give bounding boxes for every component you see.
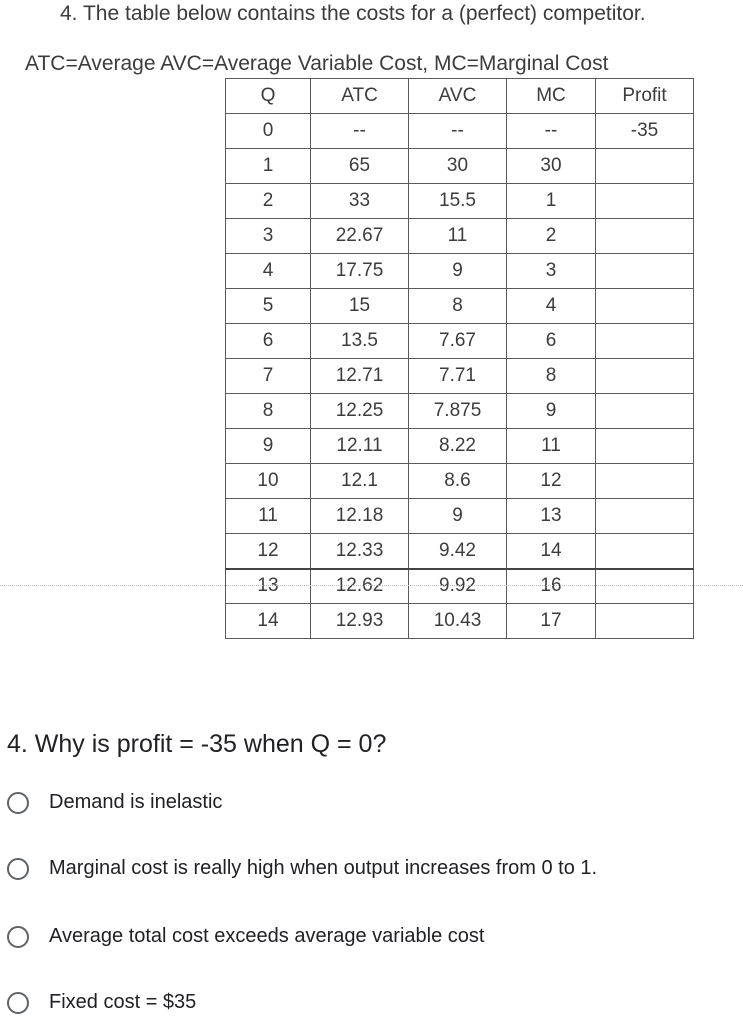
cell-mc: 1	[507, 184, 596, 219]
cell-avc: 7.875	[409, 394, 507, 429]
cell-mc: 4	[507, 289, 596, 324]
cell-avc: 15.5	[409, 184, 507, 219]
table-row	[226, 569, 694, 604]
header-avc: AVC	[409, 79, 507, 114]
cell-q: 14	[226, 604, 311, 639]
cell-avc: 11	[409, 219, 507, 254]
cell-q: 9	[226, 429, 311, 464]
cell-profit	[596, 359, 694, 394]
option-atc-exceeds-avc[interactable]	[7, 925, 484, 948]
cell-atc: 12.93	[311, 604, 409, 639]
cell-atc: 33	[311, 184, 409, 219]
option-marginal-cost-high[interactable]	[7, 857, 597, 880]
cell-atc: 12.33	[311, 534, 409, 569]
abbreviation-legend: ATC=Average AVC=Average Variable Cost, MC=Marginal Cost	[25, 52, 609, 75]
problem-intro: 4. The table below contains the costs for a (perfect) competitor.	[60, 2, 646, 25]
cell-q: 2	[226, 184, 311, 219]
cell-profit	[596, 569, 694, 604]
cell-avc: --	[409, 114, 507, 149]
cell-profit	[596, 464, 694, 499]
radio-circle-icon[interactable]	[7, 992, 29, 1014]
cell-q: 6	[226, 324, 311, 359]
cell-atc: 22.67	[311, 219, 409, 254]
option-label: Average total cost exceeds average variable cost	[49, 925, 485, 947]
cell-mc: 3	[507, 254, 596, 289]
cell-atc: 15	[311, 289, 409, 324]
table-row	[226, 114, 694, 149]
cost-table	[225, 78, 694, 639]
cell-atc: 12.11	[311, 429, 409, 464]
cell-atc: 12.62	[311, 569, 409, 604]
cell-avc: 8.22	[409, 429, 507, 464]
cell-atc: 17.75	[311, 254, 409, 289]
radio-circle-icon[interactable]	[7, 792, 29, 814]
header-mc: MC	[507, 79, 596, 114]
header-atc: ATC	[311, 79, 409, 114]
cell-profit	[596, 429, 694, 464]
table-row	[226, 534, 694, 569]
table-header-row	[226, 79, 694, 114]
cell-avc: 9	[409, 254, 507, 289]
cell-q: 11	[226, 499, 311, 534]
cell-profit	[596, 324, 694, 359]
table-row	[226, 254, 694, 289]
radio-circle-icon[interactable]	[7, 926, 29, 948]
cell-avc: 9.42	[409, 534, 507, 569]
cell-avc: 7.67	[409, 324, 507, 359]
cell-mc: 17	[507, 604, 596, 639]
cell-mc: 13	[507, 499, 596, 534]
cell-atc: 12.71	[311, 359, 409, 394]
cell-profit	[596, 254, 694, 289]
cell-avc: 30	[409, 149, 507, 184]
cell-q: 4	[226, 254, 311, 289]
cell-avc: 8.6	[409, 464, 507, 499]
cell-q: 12	[226, 534, 311, 569]
cell-mc: 8	[507, 359, 596, 394]
table-row	[226, 604, 694, 639]
table-row	[226, 359, 694, 394]
table-row	[226, 289, 694, 324]
question-text: 4. Why is profit = -35 when Q = 0?	[7, 730, 387, 758]
cell-q: 8	[226, 394, 311, 429]
cell-profit	[596, 184, 694, 219]
cell-atc: --	[311, 114, 409, 149]
header-profit: Profit	[596, 79, 694, 114]
option-fixed-cost[interactable]	[7, 991, 196, 1014]
cell-mc: 14	[507, 534, 596, 569]
cell-profit	[596, 499, 694, 534]
header-q: Q	[226, 79, 311, 114]
cell-mc: 12	[507, 464, 596, 499]
cell-q: 3	[226, 219, 311, 254]
cell-profit	[596, 604, 694, 639]
cell-q: 5	[226, 289, 311, 324]
cell-avc: 9	[409, 499, 507, 534]
cell-avc: 7.71	[409, 359, 507, 394]
cell-profit	[596, 394, 694, 429]
cell-profit	[596, 534, 694, 569]
cell-profit	[596, 149, 694, 184]
cell-avc: 8	[409, 289, 507, 324]
cell-mc: 30	[507, 149, 596, 184]
radio-circle-icon[interactable]	[7, 858, 29, 880]
table-row	[226, 464, 694, 499]
cell-q: 0	[226, 114, 311, 149]
cell-q: 10	[226, 464, 311, 499]
table-body	[226, 114, 694, 639]
cell-mc: 16	[507, 569, 596, 604]
table-row	[226, 219, 694, 254]
cell-profit	[596, 219, 694, 254]
cell-avc: 9.92	[409, 569, 507, 604]
cell-mc: 6	[507, 324, 596, 359]
cell-profit: -35	[596, 114, 694, 149]
cell-mc: 2	[507, 219, 596, 254]
cell-profit	[596, 289, 694, 324]
cell-mc: --	[507, 114, 596, 149]
table-row	[226, 149, 694, 184]
table-row	[226, 429, 694, 464]
option-label: Fixed cost = $35	[49, 991, 197, 1013]
cell-q: 13	[226, 569, 311, 604]
cell-atc: 12.18	[311, 499, 409, 534]
cell-atc: 12.1	[311, 464, 409, 499]
option-label: Demand is inelastic	[49, 791, 223, 813]
table-row	[226, 394, 694, 429]
cell-atc: 12.25	[311, 394, 409, 429]
option-demand-inelastic[interactable]	[7, 791, 222, 814]
cell-atc: 13.5	[311, 324, 409, 359]
table-row	[226, 184, 694, 219]
cell-atc: 65	[311, 149, 409, 184]
cell-mc: 11	[507, 429, 596, 464]
table-row	[226, 499, 694, 534]
option-label: Marginal cost is really high when output increases from 0 to 1.	[49, 857, 598, 879]
page-break-line	[0, 585, 743, 586]
cell-q: 1	[226, 149, 311, 184]
table-row	[226, 324, 694, 359]
cell-avc: 10.43	[409, 604, 507, 639]
cell-mc: 9	[507, 394, 596, 429]
cell-q: 7	[226, 359, 311, 394]
